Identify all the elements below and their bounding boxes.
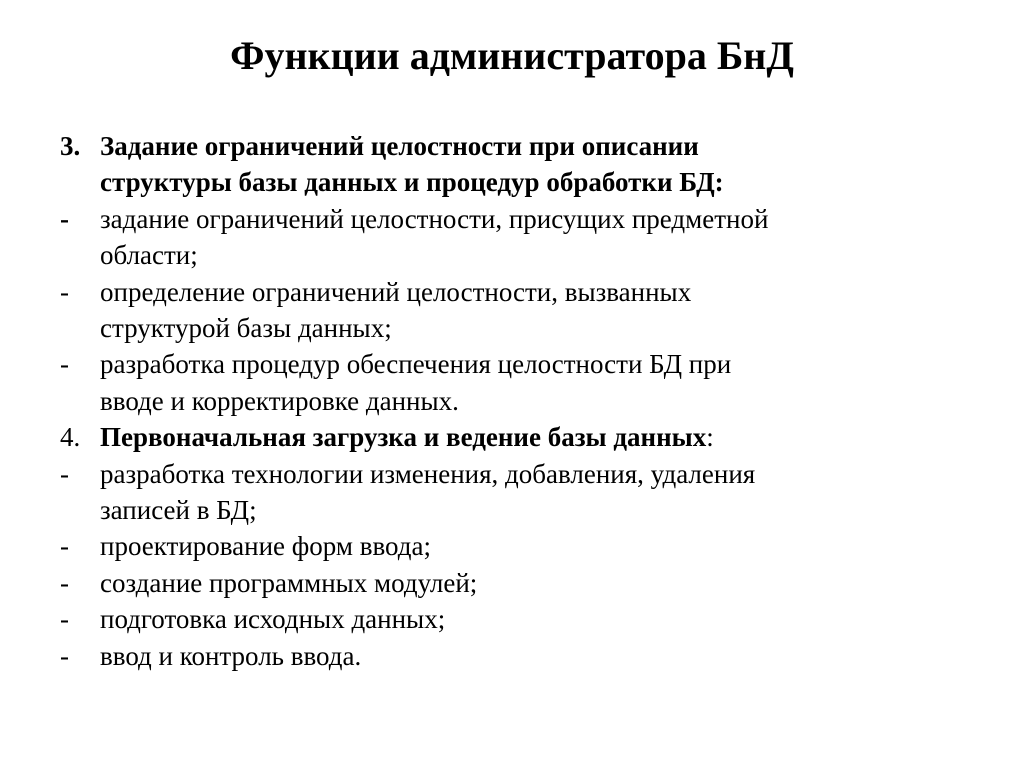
list-item-text: задание ограничений целостности, присущих предметной области; [100,203,769,271]
list-item-text: подготовка исходных данных; [100,604,446,635]
list-item [60,565,960,601]
list-item-text: создание программных модулей; [100,567,478,598]
list-item-4 [60,419,960,455]
list-item [60,528,960,564]
list-item [60,456,960,529]
list-marker: - [60,276,69,307]
list-marker: - [60,567,69,598]
list-item [60,346,960,419]
list-item-text: ввод и контроль ввода. [100,640,362,671]
list-item [60,274,960,347]
list-item [60,201,960,274]
list-marker: - [60,531,69,562]
list-item-text: разработка процедур обеспечения целостности БД при вводе и корректировке данных. [100,349,732,416]
list-marker: - [60,604,69,635]
list-marker: 4. [60,422,81,453]
list-item [60,601,960,637]
list-marker: 3. [60,131,81,161]
list-item-text [100,419,960,455]
list-marker: - [60,203,69,234]
list-marker: - [60,349,69,380]
list-item-heading: Первоначальная загрузка и ведение базы данных [100,422,707,453]
list-item [60,638,960,674]
list-marker: - [60,458,69,489]
list-item-3 [60,128,960,201]
list-item-suffix: : [706,422,714,453]
list-item-text: проектирование форм ввода; [100,531,431,562]
list-item-text: разработка технологии изменения, добавления, удаления записей в БД; [100,458,756,526]
list-item-text: определение ограничений целостности, вызванных структурой базы данных; [100,276,692,344]
content-list [60,128,960,674]
slide-title: Функции администратора БнД [230,33,794,78]
list-item-text: Задание ограничений целостности при описании структуры базы данных и процедур обработки БД: [100,131,724,198]
list-marker: - [60,640,69,671]
